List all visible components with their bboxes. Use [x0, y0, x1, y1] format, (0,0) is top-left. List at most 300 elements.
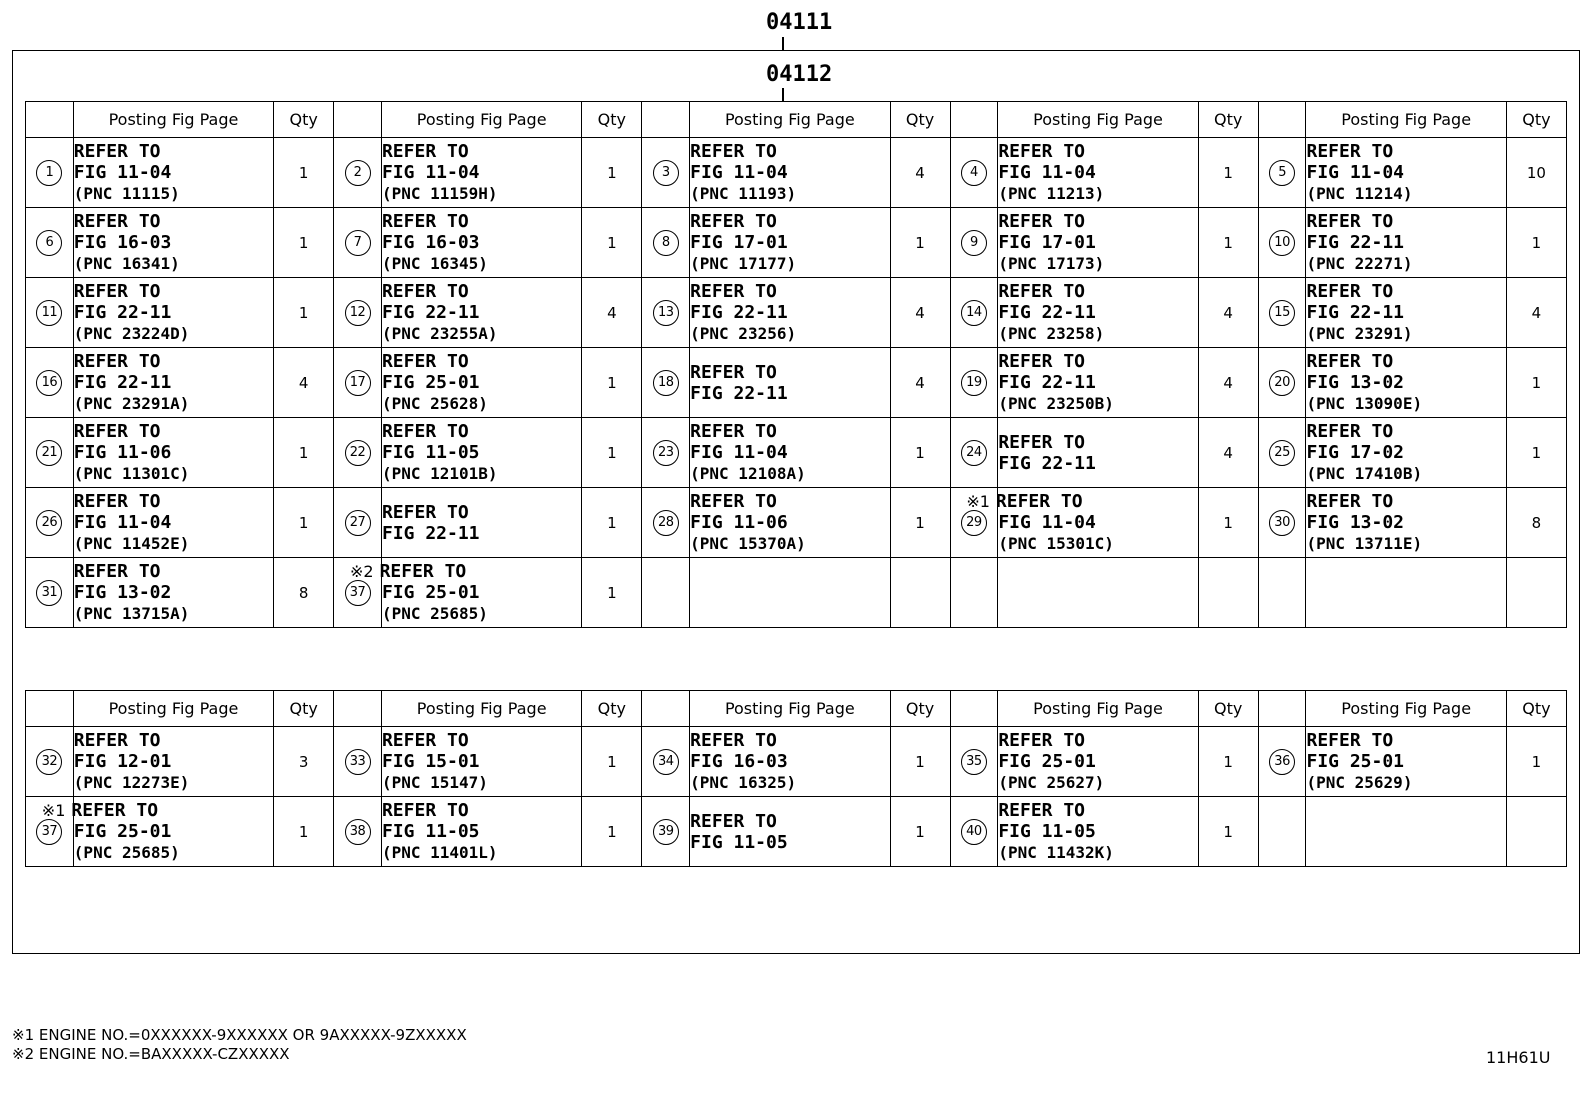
table-body	[26, 727, 1567, 867]
item-number-cell	[950, 727, 998, 797]
item-number-circle: 37	[36, 819, 62, 845]
fig-reference: FIG 25-01	[73, 821, 172, 842]
qty-cell: 8	[274, 558, 334, 628]
qty-cell: 1	[274, 208, 334, 278]
fig-reference: FIG 22-11	[998, 452, 1096, 474]
refer-text: REFER TO	[379, 561, 467, 582]
header-qty: Qty	[274, 691, 334, 727]
refer-line	[1306, 141, 1505, 162]
posting-cell	[1306, 208, 1506, 278]
posting-cell	[998, 797, 1198, 867]
pnc-number: (PNC 23250B)	[998, 394, 1114, 413]
refer-text: REFER TO	[381, 730, 469, 751]
item-number-cell	[26, 138, 74, 208]
header-posting: Posting Fig Page	[381, 691, 581, 727]
fig-reference: FIG 13-02	[1306, 372, 1405, 393]
posting-cell	[381, 348, 581, 418]
pnc-number: (PNC 15370A)	[690, 534, 806, 553]
fig-reference: FIG 15-01	[381, 751, 480, 772]
posting-cell	[690, 488, 890, 558]
item-number-circle: 8	[653, 230, 679, 256]
item-number-circle: 5	[1269, 160, 1295, 186]
pnc-number: (PNC 15147)	[381, 773, 488, 792]
item-number-cell	[642, 488, 690, 558]
fig-reference: FIG 13-02	[73, 582, 172, 603]
item-number-circle: 27	[345, 510, 371, 536]
item-number-circle: 19	[961, 370, 987, 396]
qty-cell: 1	[582, 727, 642, 797]
refer-line	[74, 561, 273, 582]
refer-line	[74, 351, 273, 372]
pnc-number: (PNC 11301C)	[73, 464, 190, 483]
table-row	[26, 558, 1567, 628]
header-index-cell	[26, 102, 74, 138]
refer-text: REFER TO	[1306, 730, 1394, 751]
refer-line	[690, 811, 889, 832]
table-header	[26, 691, 1567, 727]
table-row	[26, 797, 1567, 867]
refer-text: REFER TO	[1306, 491, 1394, 512]
qty-cell: 4	[890, 138, 950, 208]
qty-cell: 1	[1198, 797, 1258, 867]
refer-text: REFER TO	[71, 800, 159, 821]
item-number-cell	[950, 208, 998, 278]
pnc-number: (PNC 25685)	[73, 843, 180, 862]
item-number-circle: 9	[961, 230, 987, 256]
fig-reference: FIG 22-11	[381, 522, 480, 544]
header-qty: Qty	[274, 102, 334, 138]
fig-reference: FIG 22-11	[73, 302, 172, 323]
refer-text: REFER TO	[690, 211, 777, 232]
pnc-number: (PNC 16341)	[73, 254, 180, 273]
refer-text: REFER TO	[998, 211, 1086, 232]
item-number-circle: 36	[1269, 749, 1295, 775]
footnote-1: ※1 ENGINE NO.=0XXXXXX-9XXXXXX OR 9AXXXXX-9ZXXXXX	[12, 1026, 467, 1044]
refer-text: REFER TO	[73, 351, 161, 372]
pnc-number: (PNC 16345)	[381, 254, 488, 273]
header-qty: Qty	[890, 691, 950, 727]
posting-cell	[381, 727, 581, 797]
fig-reference: FIG 11-04	[690, 442, 788, 463]
posting-cell	[381, 278, 581, 348]
item-number-circle: 1	[36, 160, 62, 186]
posting-cell	[690, 418, 890, 488]
pnc-number: (PNC 11401L)	[381, 843, 498, 862]
item-number-circle: 32	[36, 749, 62, 775]
item-number-circle: 29	[961, 510, 987, 536]
fig-reference: FIG 22-11	[690, 302, 788, 323]
refer-text: REFER TO	[998, 281, 1086, 302]
pnc-number: (PNC 23291A)	[73, 394, 190, 413]
pnc-number: (PNC 23256)	[690, 324, 797, 343]
item-number-circle: 34	[653, 749, 679, 775]
posting-cell	[998, 138, 1198, 208]
posting-cell	[690, 558, 890, 628]
item-number-circle: 35	[961, 749, 987, 775]
pnc-number: (PNC 13715A)	[73, 604, 190, 623]
pnc-number: (PNC 13711E)	[1306, 534, 1423, 553]
engine-note-mark: ※1	[41, 801, 66, 820]
item-number-cell	[642, 727, 690, 797]
item-number-cell	[950, 558, 998, 628]
table-row	[26, 278, 1567, 348]
refer-line	[349, 561, 581, 582]
refer-line	[690, 421, 889, 442]
qty-cell	[890, 558, 950, 628]
item-number-circle: 25	[1269, 440, 1295, 466]
posting-cell	[381, 208, 581, 278]
item-number-cell	[642, 348, 690, 418]
posting-cell	[690, 727, 890, 797]
assembly-number-sub: 04112	[766, 62, 833, 87]
item-number-circle: 6	[36, 230, 62, 256]
refer-text: REFER TO	[690, 361, 777, 383]
fig-reference: FIG 12-01	[73, 751, 172, 772]
refer-text: REFER TO	[1306, 141, 1394, 162]
refer-text: REFER TO	[998, 141, 1086, 162]
fig-reference: FIG 11-05	[381, 821, 480, 842]
header-index-cell	[642, 691, 690, 727]
item-number-cell	[26, 488, 74, 558]
pnc-number: (PNC 23224D)	[73, 324, 190, 343]
item-number-circle: 14	[961, 300, 987, 326]
qty-cell: 1	[582, 138, 642, 208]
item-number-cell	[950, 418, 998, 488]
pnc-number: (PNC 11159H)	[381, 184, 498, 203]
qty-cell: 1	[274, 278, 334, 348]
item-number-circle: 23	[653, 440, 679, 466]
item-number-cell	[642, 797, 690, 867]
fig-reference: FIG 22-11	[73, 372, 172, 393]
fig-reference: FIG 16-03	[690, 751, 788, 772]
fig-reference: FIG 17-01	[998, 232, 1096, 253]
refer-text: REFER TO	[381, 211, 469, 232]
refer-line	[966, 491, 1197, 512]
header-index-cell	[26, 691, 74, 727]
header-qty: Qty	[890, 102, 950, 138]
qty-cell: 1	[1506, 348, 1566, 418]
pnc-number: (PNC 17173)	[998, 254, 1105, 273]
qty-cell: 1	[274, 418, 334, 488]
item-number-cell	[334, 278, 382, 348]
header-qty: Qty	[582, 691, 642, 727]
item-number-cell	[26, 558, 74, 628]
qty-cell	[1198, 558, 1258, 628]
item-number-cell	[1258, 278, 1306, 348]
posting-cell	[1306, 348, 1506, 418]
refer-text: REFER TO	[998, 730, 1086, 751]
item-number-circle: 26	[36, 510, 62, 536]
fig-reference: FIG 22-11	[998, 372, 1096, 393]
header-row	[26, 102, 1567, 138]
parts-table-main	[25, 101, 1567, 628]
item-number-cell	[642, 278, 690, 348]
refer-line	[998, 281, 1197, 302]
fig-reference: FIG 25-01	[1306, 751, 1405, 772]
engine-note-mark: ※2	[349, 562, 374, 581]
refer-text: REFER TO	[73, 421, 161, 442]
refer-text: REFER TO	[690, 491, 777, 512]
item-number-cell	[334, 418, 382, 488]
refer-line	[382, 730, 581, 751]
fig-reference: FIG 11-04	[690, 162, 788, 183]
refer-line	[74, 141, 273, 162]
item-number-circle: 16	[36, 370, 62, 396]
refer-line	[1306, 730, 1505, 751]
diagram-code: 11H61U	[1486, 1048, 1551, 1067]
refer-line	[41, 800, 273, 821]
posting-cell	[73, 348, 273, 418]
posting-cell	[381, 418, 581, 488]
pnc-number: (PNC 16325)	[690, 773, 797, 792]
fig-reference: FIG 25-01	[381, 582, 480, 603]
refer-text: REFER TO	[998, 800, 1086, 821]
parts-table-secondary	[25, 690, 1567, 867]
qty-cell: 3	[274, 727, 334, 797]
refer-text: REFER TO	[1306, 351, 1394, 372]
header-index-cell	[950, 102, 998, 138]
item-number-cell	[334, 208, 382, 278]
leader-line-top	[782, 37, 784, 50]
fig-reference: FIG 22-11	[690, 382, 788, 404]
refer-line	[382, 211, 581, 232]
refer-text: REFER TO	[381, 421, 469, 442]
qty-cell: 4	[1198, 278, 1258, 348]
footnote-2: ※2 ENGINE NO.=BAXXXXX-CZXXXXX	[12, 1045, 290, 1063]
header-posting: Posting Fig Page	[381, 102, 581, 138]
item-number-circle: 3	[653, 160, 679, 186]
header-posting: Posting Fig Page	[1306, 102, 1506, 138]
posting-cell	[1306, 418, 1506, 488]
item-number-cell	[334, 727, 382, 797]
pnc-number: (PNC 11115)	[73, 184, 180, 203]
qty-cell: 1	[582, 348, 642, 418]
item-number-cell	[334, 138, 382, 208]
fig-reference: FIG 13-02	[1306, 512, 1405, 533]
posting-cell	[1306, 138, 1506, 208]
refer-line	[998, 730, 1197, 751]
pnc-number: (PNC 23291)	[1306, 324, 1413, 343]
item-number-circle: 12	[345, 300, 371, 326]
header-index-cell	[1258, 691, 1306, 727]
posting-cell	[998, 558, 1198, 628]
header-row	[26, 691, 1567, 727]
pnc-number: (PNC 25628)	[381, 394, 488, 413]
qty-cell: 4	[890, 278, 950, 348]
fig-reference: FIG 11-04	[381, 162, 480, 183]
refer-line	[1306, 351, 1505, 372]
refer-text: REFER TO	[73, 730, 161, 751]
fig-reference: FIG 11-04	[73, 162, 172, 183]
posting-cell	[998, 418, 1198, 488]
fig-reference: FIG 25-01	[381, 372, 480, 393]
pnc-number: (PNC 22271)	[1306, 254, 1413, 273]
pnc-number: (PNC 13090E)	[1306, 394, 1423, 413]
refer-line	[690, 491, 889, 512]
table-row	[26, 348, 1567, 418]
table-body	[26, 138, 1567, 628]
refer-text: REFER TO	[690, 281, 777, 302]
pnc-number: (PNC 11452E)	[73, 534, 190, 553]
refer-line	[1306, 491, 1505, 512]
item-number-cell	[26, 208, 74, 278]
item-number-cell	[950, 278, 998, 348]
item-number-cell	[1258, 558, 1306, 628]
header-posting: Posting Fig Page	[998, 691, 1198, 727]
table-header	[26, 102, 1567, 138]
fig-reference: FIG 11-04	[1306, 162, 1405, 183]
refer-line	[690, 141, 889, 162]
pnc-number: (PNC 11213)	[998, 184, 1105, 203]
posting-cell	[690, 138, 890, 208]
posting-cell	[73, 278, 273, 348]
qty-cell: 1	[890, 488, 950, 558]
refer-text: REFER TO	[995, 491, 1083, 512]
posting-cell	[690, 208, 890, 278]
posting-cell	[1306, 558, 1506, 628]
qty-cell: 4	[274, 348, 334, 418]
qty-cell: 1	[1198, 727, 1258, 797]
refer-line	[382, 141, 581, 162]
refer-line	[382, 281, 581, 302]
posting-cell	[690, 278, 890, 348]
item-number-cell	[334, 797, 382, 867]
table-row	[26, 727, 1567, 797]
refer-line	[74, 421, 273, 442]
refer-text: REFER TO	[381, 141, 469, 162]
refer-line	[382, 421, 581, 442]
fig-reference: FIG 22-11	[1306, 232, 1405, 253]
header-qty: Qty	[1198, 102, 1258, 138]
refer-text: REFER TO	[998, 431, 1086, 453]
header-posting: Posting Fig Page	[1306, 691, 1506, 727]
posting-cell	[998, 348, 1198, 418]
fig-reference: FIG 22-11	[1306, 302, 1405, 323]
refer-line	[74, 730, 273, 751]
item-number-cell	[950, 348, 998, 418]
posting-cell	[381, 797, 581, 867]
qty-cell: 1	[274, 488, 334, 558]
item-number-circle: 40	[961, 819, 987, 845]
qty-cell: 1	[582, 797, 642, 867]
header-index-cell	[642, 102, 690, 138]
qty-cell: 1	[582, 208, 642, 278]
pnc-number: (PNC 17177)	[690, 254, 797, 273]
item-number-circle: 24	[961, 440, 987, 466]
item-number-cell	[1258, 488, 1306, 558]
refer-text: REFER TO	[1306, 421, 1394, 442]
fig-reference: FIG 22-11	[381, 302, 480, 323]
qty-cell	[1506, 558, 1566, 628]
refer-line	[998, 351, 1197, 372]
refer-line	[690, 281, 889, 302]
header-index-cell	[950, 691, 998, 727]
item-number-circle: 13	[653, 300, 679, 326]
posting-cell	[73, 138, 273, 208]
qty-cell: 4	[582, 278, 642, 348]
pnc-number: (PNC 11432K)	[998, 843, 1114, 862]
item-number-circle: 38	[345, 819, 371, 845]
refer-line	[690, 211, 889, 232]
refer-line	[74, 281, 273, 302]
posting-cell	[690, 797, 890, 867]
item-number-circle: 33	[345, 749, 371, 775]
qty-cell: 1	[890, 208, 950, 278]
header-index-cell	[334, 691, 382, 727]
posting-cell	[1306, 488, 1506, 558]
item-number-circle: 37	[345, 580, 371, 606]
pnc-number: (PNC 23258)	[998, 324, 1105, 343]
table-row	[26, 208, 1567, 278]
refer-text: REFER TO	[73, 141, 161, 162]
header-index-cell	[1258, 102, 1306, 138]
qty-cell: 1	[1506, 727, 1566, 797]
table-row	[26, 488, 1567, 558]
item-number-circle: 39	[653, 819, 679, 845]
item-number-circle: 15	[1269, 300, 1295, 326]
qty-cell: 4	[1198, 418, 1258, 488]
fig-reference: FIG 11-06	[73, 442, 172, 463]
leader-line-sub	[782, 88, 784, 101]
pnc-number: (PNC 12108A)	[690, 464, 806, 483]
pnc-number: (PNC 25627)	[998, 773, 1105, 792]
fig-reference: FIG 16-03	[73, 232, 172, 253]
qty-cell: 1	[1198, 138, 1258, 208]
qty-cell	[1506, 797, 1566, 867]
posting-cell	[998, 278, 1198, 348]
posting-cell	[998, 727, 1198, 797]
item-number-circle: 10	[1269, 230, 1295, 256]
fig-reference: FIG 11-04	[73, 512, 172, 533]
refer-text: REFER TO	[690, 141, 777, 162]
qty-cell: 4	[1506, 278, 1566, 348]
refer-line	[998, 211, 1197, 232]
fig-reference: FIG 25-01	[998, 751, 1096, 772]
fig-reference: FIG 11-04	[998, 512, 1096, 533]
fig-reference: FIG 11-05	[998, 821, 1096, 842]
header-qty: Qty	[1506, 102, 1566, 138]
item-number-cell	[1258, 208, 1306, 278]
refer-text: REFER TO	[381, 351, 469, 372]
header-qty: Qty	[1198, 691, 1258, 727]
table-row	[26, 418, 1567, 488]
qty-cell: 4	[890, 348, 950, 418]
item-number-circle: 7	[345, 230, 371, 256]
refer-line	[1306, 281, 1505, 302]
qty-cell: 1	[890, 797, 950, 867]
refer-text: REFER TO	[998, 351, 1086, 372]
fig-reference: FIG 11-05	[381, 442, 480, 463]
refer-line	[998, 141, 1197, 162]
header-posting: Posting Fig Page	[690, 691, 890, 727]
item-number-cell	[1258, 348, 1306, 418]
qty-cell: 10	[1506, 138, 1566, 208]
refer-line	[382, 502, 581, 523]
item-number-cell	[26, 278, 74, 348]
fig-reference: FIG 16-03	[381, 232, 480, 253]
engine-note-mark: ※1	[966, 492, 990, 511]
header-posting: Posting Fig Page	[998, 102, 1198, 138]
qty-cell: 1	[1506, 208, 1566, 278]
refer-text: REFER TO	[381, 281, 469, 302]
pnc-number: (PNC 25685)	[381, 604, 488, 623]
item-number-circle: 31	[36, 580, 62, 606]
refer-line	[382, 351, 581, 372]
qty-cell: 1	[274, 797, 334, 867]
fig-reference: FIG 11-06	[690, 512, 788, 533]
pnc-number: (PNC 12101B)	[381, 464, 498, 483]
item-number-cell	[26, 348, 74, 418]
